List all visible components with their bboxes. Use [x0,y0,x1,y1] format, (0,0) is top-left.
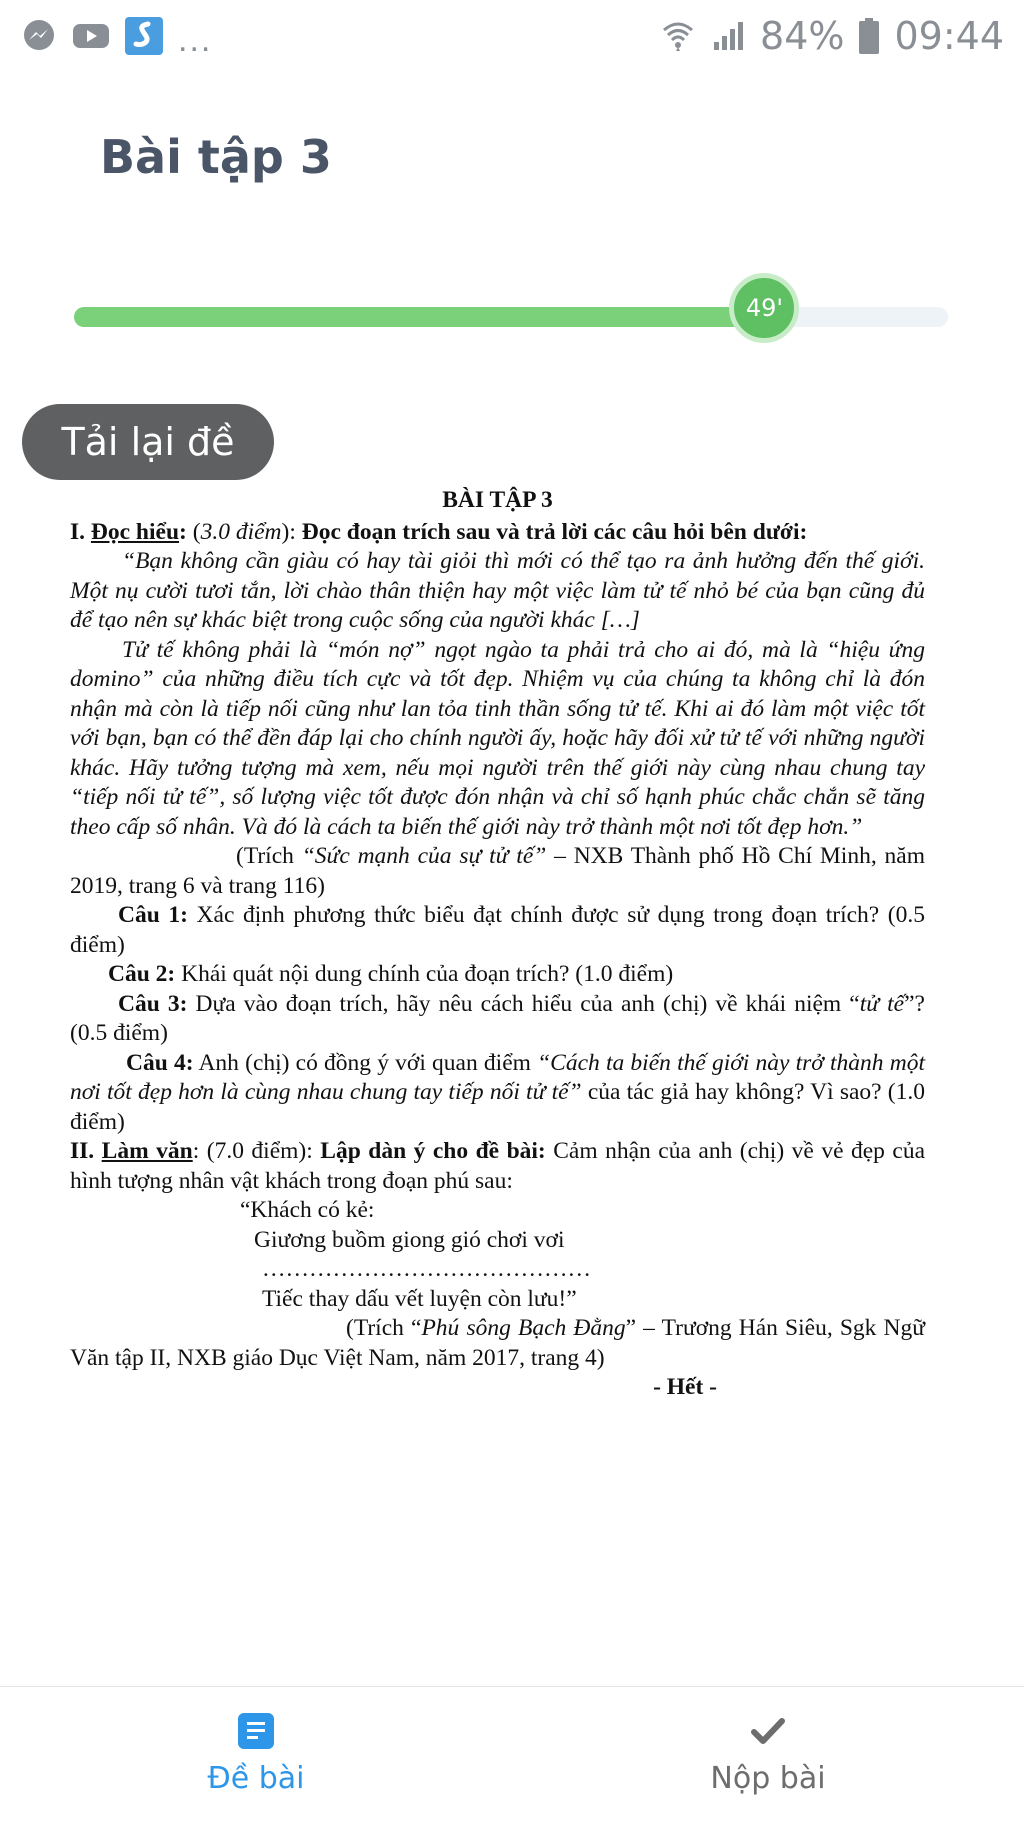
source-1-prefix: (Trích [236,843,302,869]
section-2-points: : (7.0 điểm): [192,1138,321,1164]
battery-icon [858,17,880,55]
question-2 [70,960,925,990]
question-1 [70,901,925,960]
timer-badge [729,273,799,343]
question-2-text: Khái quát nội dung chính của đoạn trích? (1.0 điểm) [175,961,674,987]
section-1-points: 3.0 điểm [200,518,282,545]
question-4-label: Câu 4: [126,1049,194,1076]
youtube-icon [72,21,110,51]
source-2-work: Phú sông Bạch Đằng [421,1315,626,1341]
document-title: BÀI TẬP 3 [442,487,553,513]
question-4-quote: “Cách ta biến thế giới này trở thành một nơi tốt đẹp hơn là cùng nhau chung tay tiếp nối tử tế” [70,1049,925,1105]
reload-exam-button[interactable]: Tải lại đề [22,404,274,480]
question-4-text-b: của tác giả hay không? Vì sao? (1.0 điểm) [70,1079,925,1135]
clock: 09:44 [894,14,1004,58]
source-1-work: “Sức mạnh của sự tử tế” [301,843,547,869]
section-1-numeral: I. [70,518,86,545]
question-3-term: tử tế [859,990,905,1017]
question-1-label: Câu 1: [118,902,188,928]
battery-percent: 84% [760,14,845,58]
passage-paragraph-2: Tử tế không phải là “món nợ” ngọt ngào ta phải trả cho ai đó, mà là “hiệu ứng domino” của những điều tích cực và tốt đẹp. Nhiệm vụ của chúng ta không chỉ là đón nhận mà còn là tiếp nối cũng như lan tỏa tinh thần sống tử tế. Khi ai đó làm một việc tốt với bạn, bạn có thể đền đáp lại cho chính người ấy, hoặc hãy đối xử tử tế với những người khác. Hãy tưởng tượng mà xem, nếu mọi người trên thế giới này cùng nhau chung tay “tiếp nối tử tế”, số lượng việc tốt được đón nhận và chỉ số hạnh phúc chắc chắn sẽ tăng theo cấp số nhân. Và đó là cách ta biến thế giới này trở thành một nơi tốt đẹp hơn.” [70,636,925,840]
section-1-colon: : [179,518,187,545]
section-1-points-close: ): [281,518,302,545]
tab-submit[interactable] [512,1687,1024,1821]
app-icon [124,16,164,56]
page-title: Bài tập 3 [100,130,332,184]
wifi-icon [660,18,696,54]
section-1-instruction: Đọc đoạn trích sau và trả lời các câu hỏi bên dưới: [301,518,808,545]
section-2-heading [70,1137,925,1196]
section-2-name: Làm văn [101,1138,193,1164]
question-3-text-b: ”? (0.5 điểm) [70,990,925,1046]
question-4-text-a: Anh (chị) có đồng ý với quan điểm [193,1049,538,1076]
status-bar [0,0,1024,72]
source-1-rest: – NXB Thành phố Hồ Chí Minh, năm 2019, trang 6 và trang 116) [70,843,925,899]
passage-source [70,842,925,901]
tab-exam[interactable] [0,1687,512,1821]
exam-document [70,486,925,1403]
poem-line: …………………………………… [262,1256,591,1282]
messenger-icon [20,17,58,55]
poem-source [70,1314,925,1373]
signal-icon [710,18,746,54]
question-3-label: Câu 3: [118,990,188,1017]
section-1-heading [70,518,925,548]
section-1-name: Đọc hiểu [90,518,180,545]
document-end: - Hết - [653,1374,717,1400]
tab-exam-label: Đề bài [207,1761,305,1796]
section-2-numeral: II. [70,1138,95,1164]
status-right [660,14,1004,58]
poem-line: Giương buồm giong gió chơi vơi [254,1226,565,1253]
section-2-instruction: Lập dàn ý cho đề bài: [320,1138,546,1164]
document-icon [236,1711,276,1751]
question-3 [70,990,925,1049]
source-2-rest: ” – Trương Hán Siêu, Sgk Ngữ Văn tập II, NXB giáo Dục Việt Nam, năm 2017, trang 4) [70,1315,925,1371]
question-4 [70,1049,925,1138]
timer-fill [74,307,764,327]
more-notifications: ... [178,20,213,59]
tab-submit-label: Nộp bài [710,1761,826,1796]
question-3-text-a: Dựa vào đoạn trích, hãy nêu cách hiểu của anh (chị) về khái niệm “ [187,990,860,1017]
timer-label: 49' [745,294,784,322]
section-1-points-open: ( [186,518,201,545]
passage-paragraph-1: “Bạn không cần giàu có hay tài giỏi thì mới có thể tạo ra ảnh hưởng đến thế giới. Một nụ cười tươi tắn, lời chào thân thiện hay một việc làm tử tế nhỏ bé của bạn cũng đủ để tạo nên sự khác biệt trong cuộc sống của người khác […] [70,548,925,633]
question-1-text: Xác định phương thức biểu đạt chính được sử dụng trong đoạn trích? (0.5 điểm) [70,902,925,958]
section-2-rest: Cảm nhận của anh (chị) về vẻ đẹp của hình tượng nhân vật khách trong đoạn phú sau: [70,1138,926,1194]
question-2-label: Câu 2: [108,961,176,987]
source-2-prefix: (Trích “ [346,1315,422,1341]
checkmark-icon [748,1711,788,1751]
poem-line: Tiếc thay dấu vết luyện còn lưu!” [262,1285,577,1312]
status-left [20,16,213,59]
poem-line: “Khách có kẻ: [240,1197,375,1223]
bottom-navigation [0,1686,1024,1821]
timer-progress [74,294,948,328]
